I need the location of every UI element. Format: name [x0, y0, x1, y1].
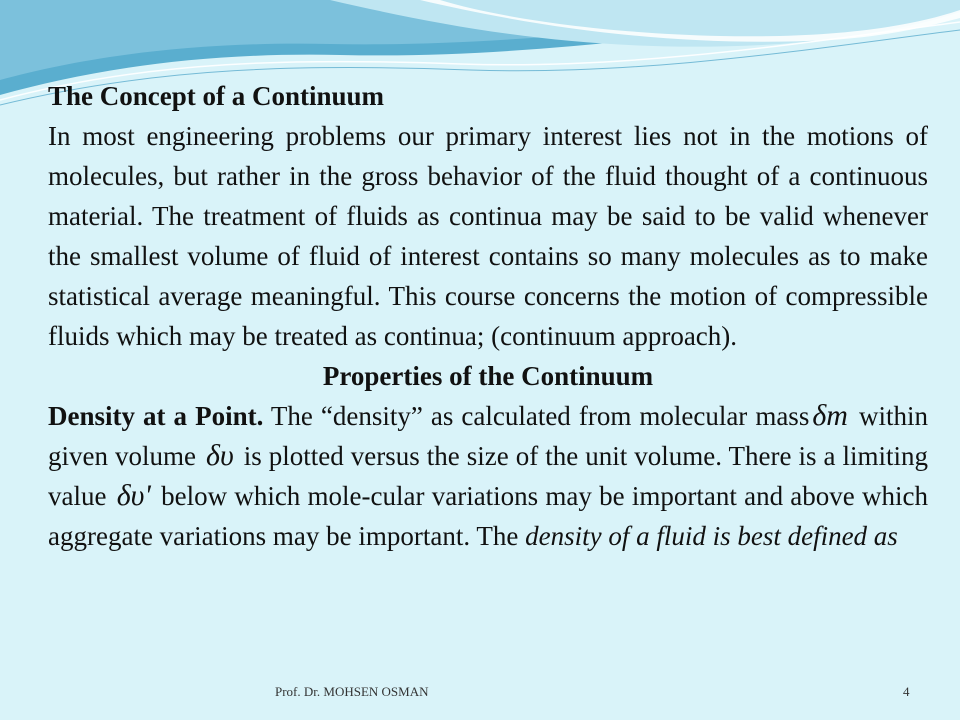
- density-text-a: The “density” as calculated from molecular mass: [263, 401, 810, 431]
- continuum-paragraph: In most engineering problems our primary interest lies not in the motions of molecules, but rather in the gross behavior of the fluid thought of a continuous material. The treatment of fluids as continua may be said to be valid whenever the smallest volume of fluid of interest contains so many molecules as to make statistical average meaningful. This course concerns the motion of compressible fluids which may be treated as continua; (continuum approach).: [48, 121, 928, 351]
- page-number: 4: [903, 684, 910, 699]
- limit-volume-symbol: δυ': [116, 479, 151, 512]
- density-text-b: within given volume: [48, 401, 928, 471]
- mass-symbol: δm: [812, 399, 848, 432]
- slide-title: The Concept of a Continuum: [48, 81, 385, 111]
- density-italic-tail: density of a fluid is best defined as: [525, 521, 898, 551]
- footer-author: Prof. Dr. MOHSEN OSMAN: [275, 684, 429, 699]
- volume-symbol: δυ: [206, 439, 234, 472]
- density-text-d: below which mole-cular variations may be important and above which aggregate variations may be important. The: [48, 481, 928, 551]
- density-lead: Density at a Point.: [48, 401, 264, 431]
- density-paragraph: [48, 396, 928, 556]
- slide-content: [48, 76, 928, 556]
- density-text-c: is plotted versus the size of the unit volume. There is a limiting value: [48, 441, 928, 511]
- properties-subheading: Properties of the Continuum: [322, 361, 654, 391]
